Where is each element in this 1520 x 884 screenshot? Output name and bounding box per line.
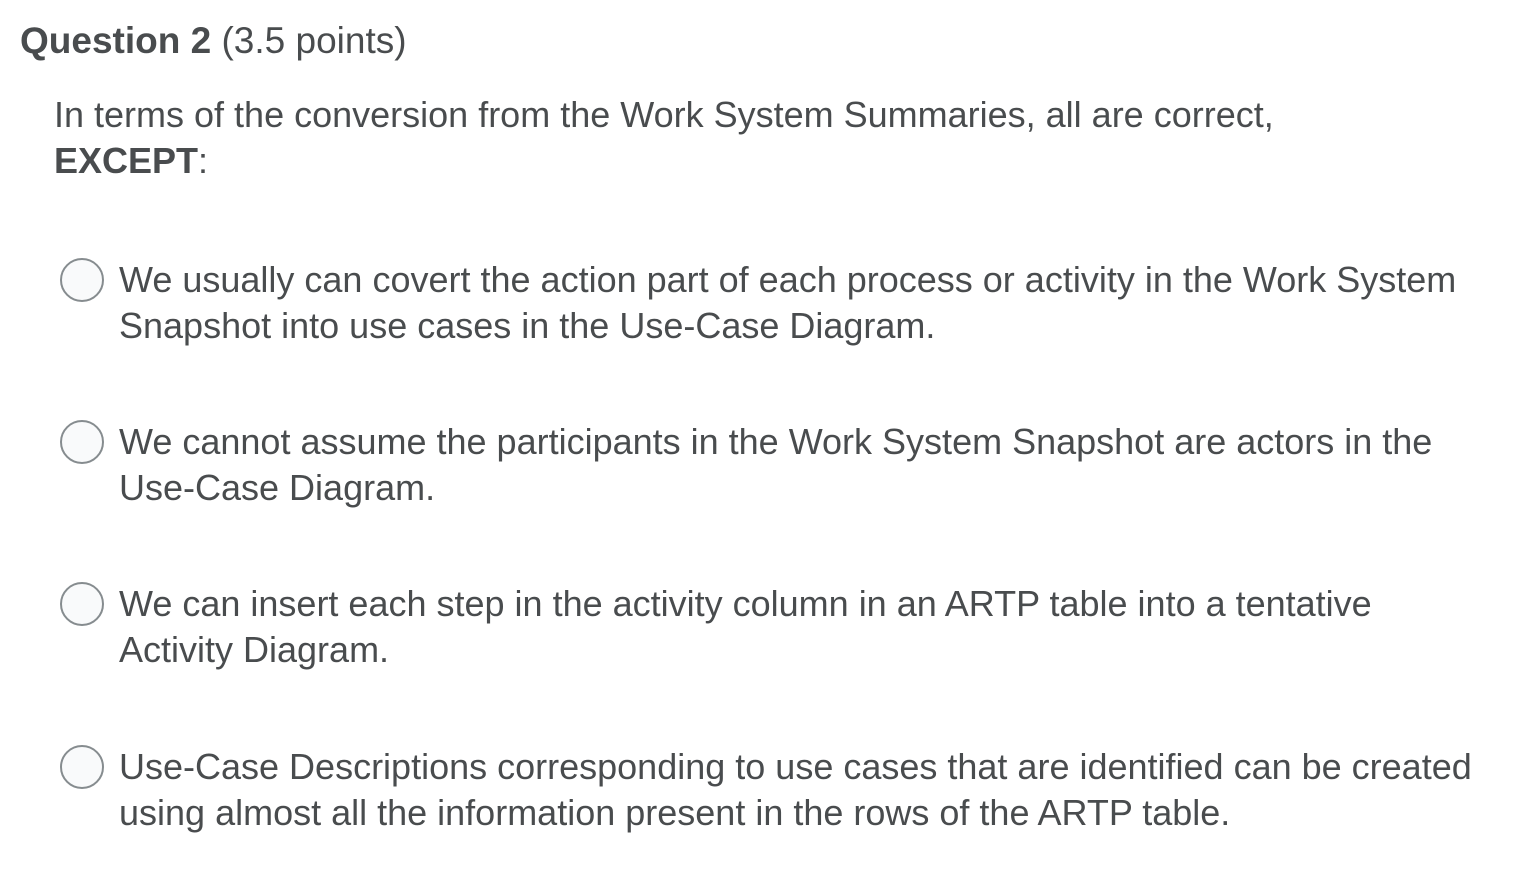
answer-option-label[interactable]: Use-Case Descriptions corresponding to use cases that are identified can be created using almost all the information present in the rows of the ARTP table.	[119, 746, 1472, 833]
answer-option-1[interactable]	[60, 257, 1490, 349]
answer-option-label[interactable]: We cannot assume the participants in the Work System Snapshot are actors in the Use-Case Diagram.	[119, 421, 1433, 508]
prompt-colon: :	[198, 140, 209, 181]
prompt-except: EXCEPT	[54, 140, 199, 181]
radio-unselected-icon[interactable]	[60, 258, 104, 302]
question-points: (3.5 points)	[221, 20, 407, 61]
question-prompt	[54, 92, 1474, 184]
radio-unselected-icon[interactable]	[60, 745, 104, 789]
radio-unselected-icon[interactable]	[60, 582, 104, 626]
question-header	[20, 18, 407, 64]
question-title: Question 2	[20, 20, 212, 61]
answer-option-3[interactable]	[60, 581, 1490, 673]
answer-option-label[interactable]: We can insert each step in the activity column in an ARTP table into a tentative Activity Diagram.	[119, 583, 1372, 670]
answer-option-2[interactable]	[60, 419, 1490, 511]
answer-option-label[interactable]: We usually can covert the action part of each process or activity in the Work System Snapshot into use cases in the Use-Case Diagram.	[119, 259, 1457, 346]
radio-unselected-icon[interactable]	[60, 420, 104, 464]
answer-option-4[interactable]	[60, 744, 1490, 836]
prompt-text: In terms of the conversion from the Work System Summaries, all are correct,	[54, 94, 1274, 135]
